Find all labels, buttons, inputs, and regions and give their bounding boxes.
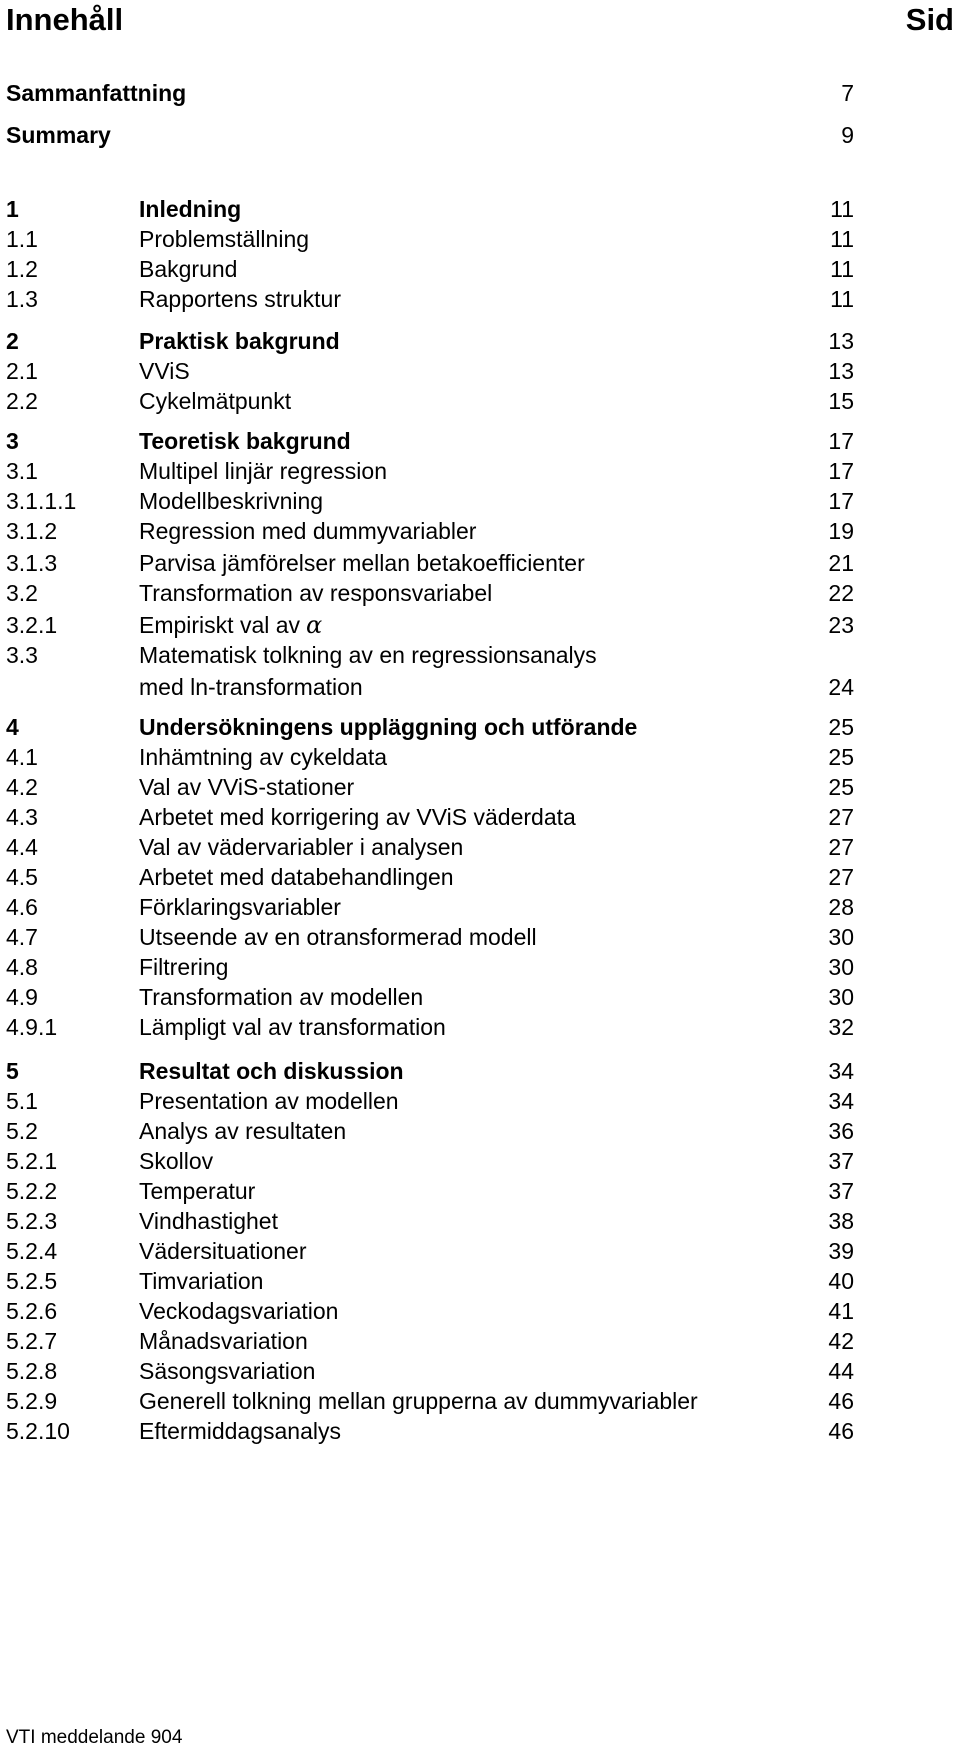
- toc-entry-title-text: Eftermiddagsanalys: [139, 1418, 341, 1444]
- toc-entry-number: 2.1: [6, 358, 38, 384]
- toc-entry-title: [139, 1266, 263, 1296]
- toc-section-entry: [6, 640, 854, 670]
- toc-section-entry: [6, 224, 854, 254]
- toc-entry-number: 5.2.9: [6, 1388, 58, 1414]
- toc-section-entry: [6, 456, 854, 486]
- toc-entry-title: [139, 456, 387, 486]
- toc-front-entry: [6, 78, 854, 108]
- toc-entry-title: [139, 892, 341, 922]
- toc-entry-number: 4.2: [6, 774, 38, 800]
- toc-entry-page: 46: [828, 1388, 854, 1414]
- toc-entry-title: [139, 832, 463, 862]
- toc-entry-title: [139, 672, 363, 702]
- toc-entry-page: 25: [828, 744, 854, 770]
- toc-section-entry: [6, 1356, 854, 1386]
- toc-entry-title-text: Veckodagsvariation: [139, 1298, 339, 1324]
- toc-entry-title: [139, 326, 340, 356]
- toc-entry-number: 1: [6, 196, 19, 222]
- toc-entry-title: [139, 194, 241, 224]
- toc-section-entry: [6, 1326, 854, 1356]
- toc-entry-title-text: Vindhastighet: [139, 1208, 278, 1234]
- toc-entry-page: 39: [828, 1238, 854, 1264]
- toc-section-entry: [6, 1176, 854, 1206]
- toc-entry-title: [139, 802, 576, 832]
- toc-section-entry: [6, 1386, 854, 1416]
- toc-entry-page: 27: [828, 864, 854, 890]
- toc-entry-number: 4.5: [6, 864, 38, 890]
- toc-entry-page: 34: [828, 1058, 854, 1084]
- toc-entry-title-text: Parvisa jämförelser mellan betakoefficienter: [139, 550, 585, 576]
- toc-entry-title: [139, 548, 585, 578]
- toc-entry-page: 27: [828, 834, 854, 860]
- toc-entry-title: [139, 486, 323, 516]
- toc-entry-title-text: Teoretisk bakgrund: [139, 428, 351, 454]
- toc-section-entry: [6, 862, 854, 892]
- toc-entry-number: 4.6: [6, 894, 38, 920]
- toc-entry-page: 38: [828, 1208, 854, 1234]
- toc-section-entry: [6, 742, 854, 772]
- toc-entry-title: [139, 578, 492, 608]
- toc-entry-title: [139, 284, 341, 314]
- toc-entry-title: [139, 1176, 255, 1206]
- toc-entry-page: 11: [830, 286, 854, 312]
- toc-entry-page: 27: [828, 804, 854, 830]
- toc-entry-title-text: Säsongsvariation: [139, 1358, 316, 1384]
- toc-entry-title-text: Förklaringsvariabler: [139, 894, 341, 920]
- toc-entry-number: 4.4: [6, 834, 38, 860]
- toc-chapter-entry: [6, 426, 854, 456]
- toc-entry-title-text: Arbetet med databehandlingen: [139, 864, 454, 890]
- toc-entry-title: [139, 982, 423, 1012]
- toc-entry-page: 21: [828, 550, 854, 576]
- toc-chapter-entry: [6, 326, 854, 356]
- alpha-symbol: α: [306, 611, 323, 639]
- toc-entry-number: 1.1: [6, 226, 38, 252]
- toc-entry-title-text: Lämpligt val av transformation: [139, 1014, 446, 1040]
- toc-section-entry: [6, 1146, 854, 1176]
- toc-entry-title-text: Regression med dummyvariabler: [139, 518, 477, 544]
- toc-section-entry: [6, 1236, 854, 1266]
- toc-entry-number: 5.2.8: [6, 1358, 58, 1384]
- toc-entry-page: 17: [828, 488, 854, 514]
- toc-section-entry: [6, 578, 854, 608]
- toc-entry-page: 25: [828, 774, 854, 800]
- toc-entry-page: 7: [841, 80, 854, 106]
- toc-entry-page: 22: [828, 580, 854, 606]
- toc-entry-page: 17: [828, 458, 854, 484]
- toc-chapter-entry: [6, 712, 854, 742]
- toc-entry-number: 4.9.1: [6, 1014, 58, 1040]
- toc-section-entry: [6, 982, 854, 1012]
- toc-entry-page: 24: [828, 674, 854, 700]
- toc-entry-title-text: Månadsvariation: [139, 1328, 308, 1354]
- toc-entry-title-text: VViS: [139, 358, 190, 384]
- toc-chapter-entry: [6, 194, 854, 224]
- toc-entry-title: [139, 426, 351, 456]
- toc-entry-page: 30: [828, 954, 854, 980]
- toc-entry-page: 11: [830, 256, 854, 282]
- toc-entry-title: [139, 742, 387, 772]
- toc-entry-title: [139, 610, 322, 640]
- toc-entry-title: [139, 640, 597, 670]
- toc-entry-title: [139, 386, 291, 416]
- toc-entry-title-text: Resultat och diskussion: [139, 1058, 404, 1084]
- toc-section-entry: [6, 772, 854, 802]
- footer-publication: VTI meddelande 904: [6, 1727, 183, 1748]
- toc-entry-title: [139, 1386, 698, 1416]
- toc-entry-title-text: Undersökningens uppläggning och utförande: [139, 714, 638, 740]
- toc-section-entry: [6, 284, 854, 314]
- toc-entry-number: 3.1.2: [6, 518, 58, 544]
- page-column-heading: Sid: [905, 2, 954, 37]
- toc-section-entry: [6, 1266, 854, 1296]
- toc-section-entry: [6, 802, 854, 832]
- toc-entry-number: 5.2.4: [6, 1238, 58, 1264]
- toc-chapter-entry: [6, 1056, 854, 1086]
- toc-entry-number: 5.2: [6, 1118, 38, 1144]
- toc-entry-number: 5.2.7: [6, 1328, 58, 1354]
- toc-entry-title-text: Temperatur: [139, 1178, 256, 1204]
- toc-entry-title-text: Skollov: [139, 1148, 214, 1174]
- toc-entry-title-text: Problemställning: [139, 226, 310, 252]
- toc-entry-number: 3.1.1.1: [6, 488, 77, 514]
- toc-section-entry: [6, 254, 854, 284]
- toc-section-entry: [6, 1206, 854, 1236]
- toc-entry-title: [139, 1206, 278, 1236]
- toc-entry-title-text: Filtrering: [139, 954, 229, 980]
- toc-entry-number: 4: [6, 714, 19, 740]
- toc-entry-title-text: Praktisk bakgrund: [139, 328, 340, 354]
- toc-section-entry: [6, 952, 854, 982]
- toc-entry-title: [139, 224, 309, 254]
- toc-entry-title: [139, 1012, 446, 1042]
- toc-entry-page: 37: [828, 1148, 854, 1174]
- toc-entry-page: 34: [828, 1088, 854, 1114]
- toc-entry-title: [139, 862, 454, 892]
- toc-section-entry: [6, 356, 854, 386]
- toc-entry-title: [139, 1236, 307, 1266]
- toc-section-entry: [6, 1086, 854, 1116]
- toc-entry-title-text: Rapportens struktur: [139, 286, 341, 312]
- toc-entry-number: 4.3: [6, 804, 38, 830]
- toc-entry-number: 5.2.6: [6, 1298, 58, 1324]
- toc-entry-title-text: Multipel linjär regression: [139, 458, 387, 484]
- toc-section-entry: [6, 1296, 854, 1326]
- toc-entry-title-text: Matematisk tolkning av en regressionsanalys: [139, 642, 597, 668]
- toc-section-entry: [6, 1416, 854, 1446]
- toc-entry-title-text: Timvariation: [139, 1268, 264, 1294]
- toc-entry-page: 36: [828, 1118, 854, 1144]
- toc-entry-number: 5.2.1: [6, 1148, 58, 1174]
- toc-entry-number: 5: [6, 1058, 19, 1084]
- toc-section-entry: [6, 832, 854, 862]
- toc-entry-title-text: Vädersituationer: [139, 1238, 307, 1264]
- toc-entry-title-text: Val av vädervariabler i analysen: [139, 834, 464, 860]
- toc-heading: Innehåll: [6, 2, 124, 37]
- toc-entry-page: 30: [828, 984, 854, 1010]
- toc-entry-title: [139, 1326, 308, 1356]
- toc-entry-page: 9: [841, 122, 854, 148]
- toc-entry-page: 44: [828, 1358, 854, 1384]
- toc-entry-number: 2.2: [6, 388, 38, 414]
- toc-entry-title-text: Cykelmätpunkt: [139, 388, 292, 414]
- toc-entry-title-text: med ln-transformation: [139, 674, 363, 700]
- toc-section-entry: [6, 892, 854, 922]
- toc-entry-title-text: Arbetet med korrigering av VViS väderdata: [139, 804, 576, 830]
- toc-entry-title: [139, 772, 354, 802]
- toc-section-entry: [6, 386, 854, 416]
- toc-entry-title-text: Empiriskt val av: [139, 612, 301, 638]
- toc-entry-number: 3.1: [6, 458, 38, 484]
- toc-entry-number: 1.3: [6, 286, 38, 312]
- toc-entry-number: 4.9: [6, 984, 38, 1010]
- toc-entry-number: 5.2.2: [6, 1178, 58, 1204]
- toc-entry-title: [139, 1116, 346, 1146]
- toc-entry-title: Sammanfattning: [6, 80, 187, 106]
- toc-entry-number: 4.7: [6, 924, 38, 950]
- toc-entry-title: [139, 952, 228, 982]
- toc-entry-number: 2: [6, 328, 19, 354]
- toc-entry-title: [139, 712, 637, 742]
- toc-entry-page: 13: [828, 328, 854, 354]
- toc-entry-page: 25: [828, 714, 854, 740]
- toc-entry-page: 11: [830, 196, 854, 222]
- toc-entry-number: 3.3: [6, 642, 38, 668]
- toc-entry-number: 4.1: [6, 744, 38, 770]
- toc-entry-title: [139, 1146, 213, 1176]
- toc-entry-number: 3.2.1: [6, 612, 58, 638]
- toc-entry-title-text: Inledning: [139, 196, 242, 222]
- toc-entry-title: [139, 1056, 404, 1086]
- toc-entry-title-text: Presentation av modellen: [139, 1088, 399, 1114]
- toc-section-entry: [6, 1012, 854, 1042]
- toc-entry-page: 32: [828, 1014, 854, 1040]
- toc-section-entry: [6, 672, 854, 702]
- toc-entry-page: 46: [828, 1418, 854, 1444]
- toc-entry-number: 5.2.5: [6, 1268, 58, 1294]
- toc-entry-page: 17: [828, 428, 854, 454]
- toc-entry-page: 11: [830, 226, 854, 252]
- toc-section-entry: [6, 610, 854, 640]
- toc-entry-page: 15: [828, 388, 854, 414]
- toc-entry-number: 5.2.10: [6, 1418, 70, 1444]
- toc-section-entry: [6, 922, 854, 952]
- toc-entry-title-text: Modellbeskrivning: [139, 488, 324, 514]
- toc-section-entry: [6, 548, 854, 578]
- toc-entry-title: [139, 922, 537, 952]
- toc-entry-title-text: Generell tolkning mellan grupperna av dummyvariabler: [139, 1388, 698, 1414]
- toc-entry-title-text: Transformation av responsvariabel: [139, 580, 493, 606]
- toc-entry-title: [139, 254, 237, 284]
- toc-entry-number: 1.2: [6, 256, 38, 282]
- toc-entry-number: 5.2.3: [6, 1208, 58, 1234]
- toc-entry-title-text: Val av VViS-stationer: [139, 774, 355, 800]
- toc-entry-number: 4.8: [6, 954, 38, 980]
- toc-entry-title-text: Analys av resultaten: [139, 1118, 347, 1144]
- toc-entry-title: [139, 1296, 338, 1326]
- toc-entry-number: 3: [6, 428, 19, 454]
- toc-entry-page: 40: [828, 1268, 854, 1294]
- toc-entry-page: 23: [828, 612, 854, 638]
- toc-entry-number: 3.2: [6, 580, 38, 606]
- toc-entry-number: 5.1: [6, 1088, 38, 1114]
- toc-entry-page: 41: [828, 1298, 854, 1324]
- toc-entry-page: 37: [828, 1178, 854, 1204]
- toc-entry-title-text: Transformation av modellen: [139, 984, 424, 1010]
- toc-section-entry: [6, 516, 854, 546]
- toc-entry-page: 30: [828, 924, 854, 950]
- toc-entry-title-text: Inhämtning av cykeldata: [139, 744, 388, 770]
- toc-entry-title-text: Utseende av en otransformerad modell: [139, 924, 537, 950]
- toc-entry-title: [139, 516, 476, 546]
- toc-entry-page: 19: [828, 518, 854, 544]
- toc-entry-page: 13: [828, 358, 854, 384]
- toc-entry-title-text: Bakgrund: [139, 256, 238, 282]
- toc-entry-title: [139, 1416, 341, 1446]
- toc-entry-number: 3.1.3: [6, 550, 58, 576]
- toc-entry-title: [139, 1086, 399, 1116]
- toc-entry-page: 28: [828, 894, 854, 920]
- toc-front-entry: [6, 120, 854, 150]
- toc-section-entry: [6, 486, 854, 516]
- toc-section-entry: [6, 1116, 854, 1146]
- toc-entry-page: 42: [828, 1328, 854, 1354]
- toc-entry-title: [139, 356, 190, 386]
- toc-entry-title: [139, 1356, 315, 1386]
- toc-entry-title: Summary: [6, 122, 111, 148]
